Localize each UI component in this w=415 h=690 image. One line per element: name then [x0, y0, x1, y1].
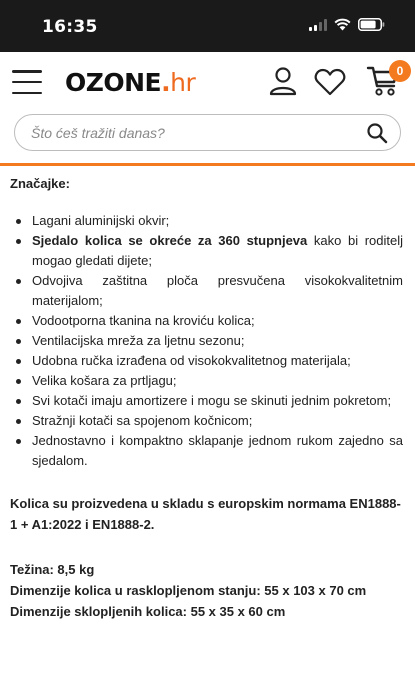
- status-bar: [0, 0, 415, 52]
- specs-block: [10, 559, 403, 622]
- unfolded-dimensions-spec: Dimenzije kolica u rasklopljenom stanju: 55 x 103 x 70 cm: [10, 583, 367, 598]
- product-description: [0, 166, 415, 690]
- folded-dimensions-spec: Dimenzije sklopljenih kolica: 55 x 35 x 60 cm: [10, 604, 286, 619]
- logo-tld: hr: [170, 68, 196, 97]
- search-icon[interactable]: [366, 122, 388, 144]
- search-bar: [14, 114, 401, 151]
- wifi-icon: [334, 18, 351, 31]
- menu-hamburger-icon[interactable]: [12, 70, 42, 94]
- feature-item: Udobna ručka izrađena od visokokvalitetnog materijala;: [32, 351, 403, 371]
- feature-item: Svi kotači imaju amortizere i mogu se skinuti jednim pokretom;: [32, 391, 403, 411]
- features-list: [10, 211, 403, 471]
- feature-item: Stražnji kotači sa spojenom kočnicom;: [32, 411, 403, 431]
- feature-item: Lagani aluminijski okvir;: [32, 211, 403, 231]
- status-icons: [309, 18, 385, 31]
- site-header: [0, 52, 415, 112]
- feature-item: Jednostavno i kompaktno sklapanje jednom rukom zajedno sa sjedalom.: [32, 431, 403, 471]
- feature-item: Odvojiva zaštitna ploča presvučena visokokvalitetnim materijalom;: [32, 271, 403, 311]
- cellular-signal-icon: [309, 19, 327, 31]
- feature-item: Sjedalo kolica se okreće za 360 stupnjeva kako bi roditelj mogao gledati dijete;: [32, 231, 403, 271]
- site-logo[interactable]: [65, 68, 195, 97]
- logo-dot: .: [161, 68, 171, 97]
- weight-spec: Težina: 8,5 kg: [10, 562, 95, 577]
- heart-wishlist-icon[interactable]: [314, 68, 346, 96]
- feature-item: Ventilacijska mreža za ljetnu sezonu;: [32, 331, 403, 351]
- feature-item: Vodootporna tkanina na krović﻿u kolica;: [32, 311, 403, 331]
- logo-main: OZONE: [65, 68, 162, 97]
- features-heading: Značajke:: [10, 176, 70, 191]
- cart-count-badge: 0: [389, 60, 411, 82]
- user-account-icon[interactable]: [268, 66, 298, 98]
- search-input[interactable]: [31, 115, 351, 150]
- norm-compliance-text: Kolica su proizvedena u skladu s europskim normama EN1888-1 + A1:2022 i EN1888-2.: [10, 496, 401, 532]
- status-time: 16:35: [42, 17, 98, 37]
- battery-icon: [358, 18, 385, 31]
- feature-item: Velika košara za prtljagu;: [32, 371, 403, 391]
